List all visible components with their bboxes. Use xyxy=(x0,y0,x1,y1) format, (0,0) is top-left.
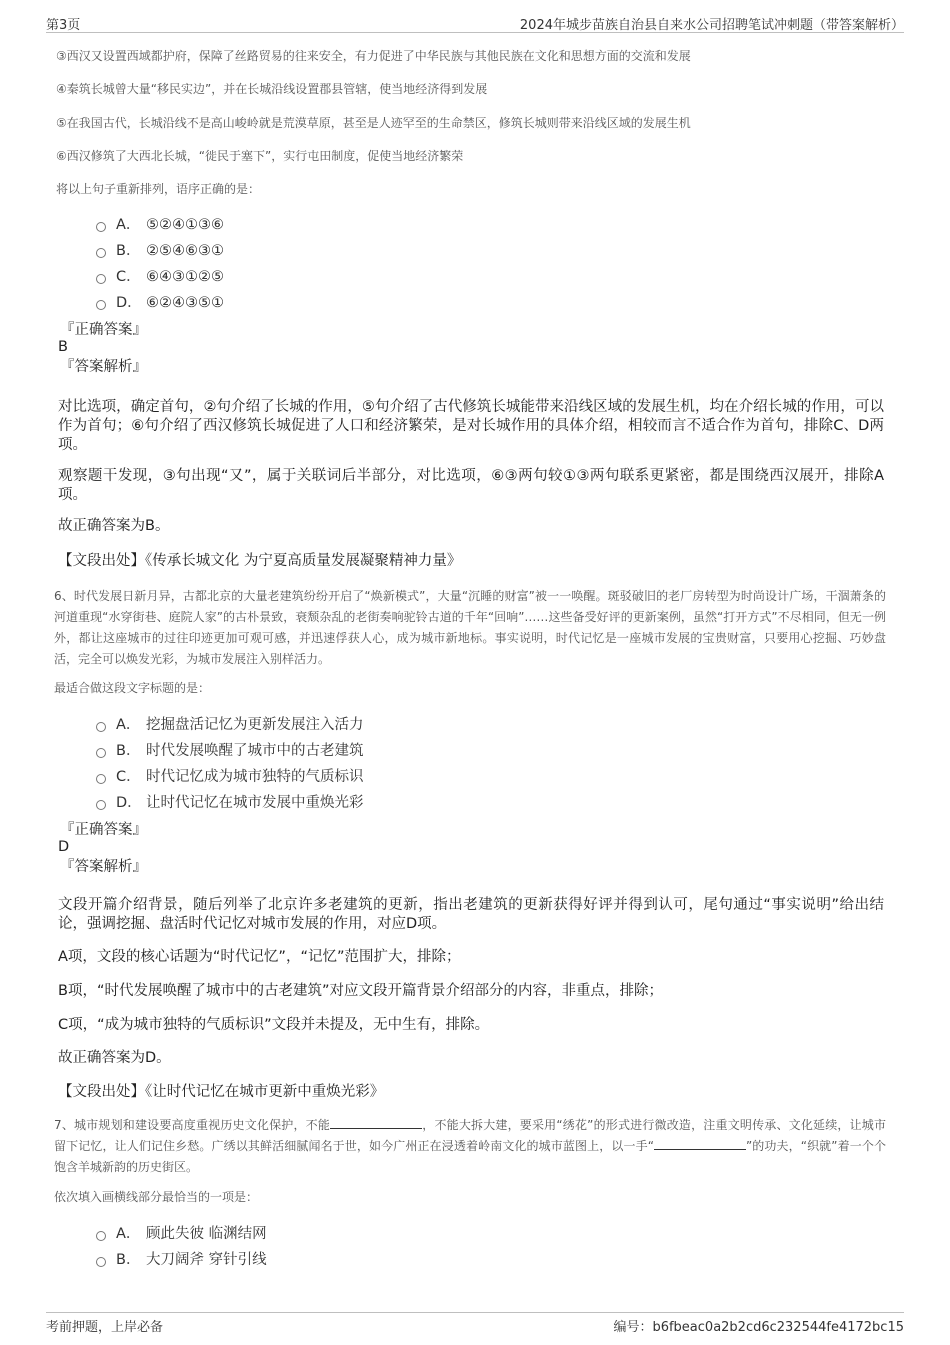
source-citation: 【文段出处】《传承长城文化 为宁夏高质量发展凝聚精神力量》 xyxy=(58,553,462,569)
radio-icon[interactable] xyxy=(96,800,106,810)
question-stem: 6、时代发展日新月异，古都北京的大量老建筑纷纷开启了“焕新模式”，大量“沉睡的财富”被一一唤醒。斑驳破旧的老厂房转型为时尚设计广场，干涸萧条的河道重现“水穿街巷、庭院人家”的古朴景致，衰颓杂乱的老街奏响驼铃古道的千年“回响”……这些备受好评的更新案例，虽然“打开方式”不尽相同，但无一例外，都让这座城市的过往印迹更加可观可感，并迅速俘获人心，成为城市新地标。事实说明，时代记忆是一座城市发展的宝贵财富，只要用心挖掘、巧妙盘活，完全可以焕发光彩，为城市发展注入别样活力。 xyxy=(54,589,886,666)
correct-answer: B xyxy=(58,339,68,355)
radio-icon[interactable] xyxy=(96,748,106,758)
page-footer xyxy=(46,1312,904,1335)
question-prompt: 最适合做这段文字标题的是： xyxy=(54,681,211,695)
option-d[interactable]: D． ⑥②④③⑤① xyxy=(56,290,886,316)
radio-icon[interactable] xyxy=(96,248,106,258)
answer-heading: 『正确答案』 xyxy=(60,322,147,338)
option-a[interactable]: A． ⑤②④①③⑥ xyxy=(56,212,886,238)
question-prompt: 依次填入画横线部分最恰当的一项是： xyxy=(54,1190,259,1204)
correct-answer: D xyxy=(58,839,70,855)
document-id: 编号：b6fbeac0a2b2cd6c232544fe4172bc15 xyxy=(613,1320,904,1335)
option-b[interactable]: B． 时代发展唤醒了城市中的古老建筑 xyxy=(56,738,886,764)
option-b[interactable]: B． 大刀阔斧 穿针引线 xyxy=(56,1247,886,1273)
q5-options xyxy=(56,212,886,316)
radio-icon[interactable] xyxy=(96,774,106,784)
radio-icon[interactable] xyxy=(96,300,106,310)
analysis-option-c: C项，“成为城市独特的气质标识”文段并未提及，无中生有，排除。 xyxy=(58,1017,490,1033)
radio-icon[interactable] xyxy=(96,274,106,284)
radio-icon[interactable] xyxy=(96,1231,106,1241)
q6-options xyxy=(56,712,886,816)
document-title: 2024年城步苗族自治县自来水公司招聘笔试冲刺题（带答案解析） xyxy=(519,18,904,33)
answer-heading: 『正确答案』 xyxy=(60,822,147,838)
fill-blank-1 xyxy=(330,1116,422,1129)
analysis-paragraph: 对比选项，确定首句，②句介绍了长城的作用，⑤句介绍了古代修筑长城能带来沿线区域的发展生机，均在介绍长城的作用，可以作为首句；⑥句介绍了西汉修筑长城促进了人口和经济繁荣，是对长城作用的具体介绍，相较而言不适合作为首句，排除C、D两项。 xyxy=(58,399,884,453)
page-number: 第3页 xyxy=(46,18,81,33)
page-header xyxy=(46,12,904,33)
option-c[interactable]: C． 时代记忆成为城市独特的气质标识 xyxy=(56,764,886,790)
analysis-heading: 『答案解析』 xyxy=(60,359,147,375)
radio-icon[interactable] xyxy=(96,222,106,232)
option-b[interactable]: B． ②⑤④⑥③① xyxy=(56,238,886,264)
analysis-option-a: A项，文段的核心话题为“时代记忆”，“记忆”范围扩大，排除； xyxy=(58,949,461,965)
source-citation: 【文段出处】《让时代记忆在城市更新中重焕光彩》 xyxy=(58,1084,385,1100)
option-a[interactable]: A． 挖掘盘活记忆为更新发展注入活力 xyxy=(56,712,886,738)
sentence-3: ③西汉又设置西域都护府，保障了丝路贸易的往来安全，有力促进了中华民族与其他民族在文化和思想方面的交流和发展 xyxy=(56,49,691,63)
fill-blank-2 xyxy=(654,1137,746,1150)
sentence-4: ④秦筑长城曾大量“移民实边”，并在长城沿线设置郡县管辖，使当地经济得到发展 xyxy=(56,82,488,96)
question-stem: 7、城市规划和建设要高度重视历史文化保护，不能 ，不能大拆大建，要采用“绣花”的形式进行微改造，注重文明传承、文化延续，让城市留下记忆，让人们记住乡愁。广绣以其鲜活细腻闻名于世，如今广州正在浸透着岭南文化的城市蓝图上，以一手“ ”的功夫，“织就”着一个个饱含羊城新韵的历史街区。 xyxy=(54,1118,886,1174)
q7-options xyxy=(56,1221,886,1273)
option-c[interactable]: C． ⑥④③①②⑤ xyxy=(56,264,886,290)
analysis-conclusion: 故正确答案为B。 xyxy=(58,518,170,534)
analysis-paragraph: 观察题干发现，③句出现“又”，属于关联词后半部分，对比选项，⑥③两句较①③两句联系更紧密，都是围绕西汉展开，排除A项。 xyxy=(58,468,884,503)
radio-icon[interactable] xyxy=(96,1257,106,1267)
sentence-5: ⑤在我国古代，长城沿线不是高山峻岭就是荒漠草原，甚至是人迹罕至的生命禁区，修筑长城则带来沿线区域的发展生机 xyxy=(56,116,691,130)
option-d[interactable]: D． 让时代记忆在城市发展中重焕光彩 xyxy=(56,790,886,816)
question-prompt: 将以上句子重新排列，语序正确的是： xyxy=(56,182,261,196)
radio-icon[interactable] xyxy=(96,722,106,732)
analysis-paragraph: 文段开篇介绍背景，随后列举了北京许多老建筑的更新，指出老建筑的更新获得好评并得到认可，尾句通过“事实说明”给出结论，强调挖掘、盘活时代记忆对城市发展的作用，对应D项。 xyxy=(58,897,884,932)
analysis-conclusion: 故正确答案为D。 xyxy=(58,1050,171,1066)
option-a[interactable]: A． 顾此失彼 临渊结网 xyxy=(56,1221,886,1247)
footer-slogan: 考前押题，上岸必备 xyxy=(46,1320,164,1335)
sentence-6: ⑥西汉修筑了大西北长城，“徙民于塞下”，实行屯田制度，促使当地经济繁荣 xyxy=(56,149,464,163)
analysis-option-b: B项，“时代发展唤醒了城市中的古老建筑”对应文段开篇背景介绍部分的内容，非重点，排除； xyxy=(58,983,663,999)
analysis-heading: 『答案解析』 xyxy=(60,859,147,875)
